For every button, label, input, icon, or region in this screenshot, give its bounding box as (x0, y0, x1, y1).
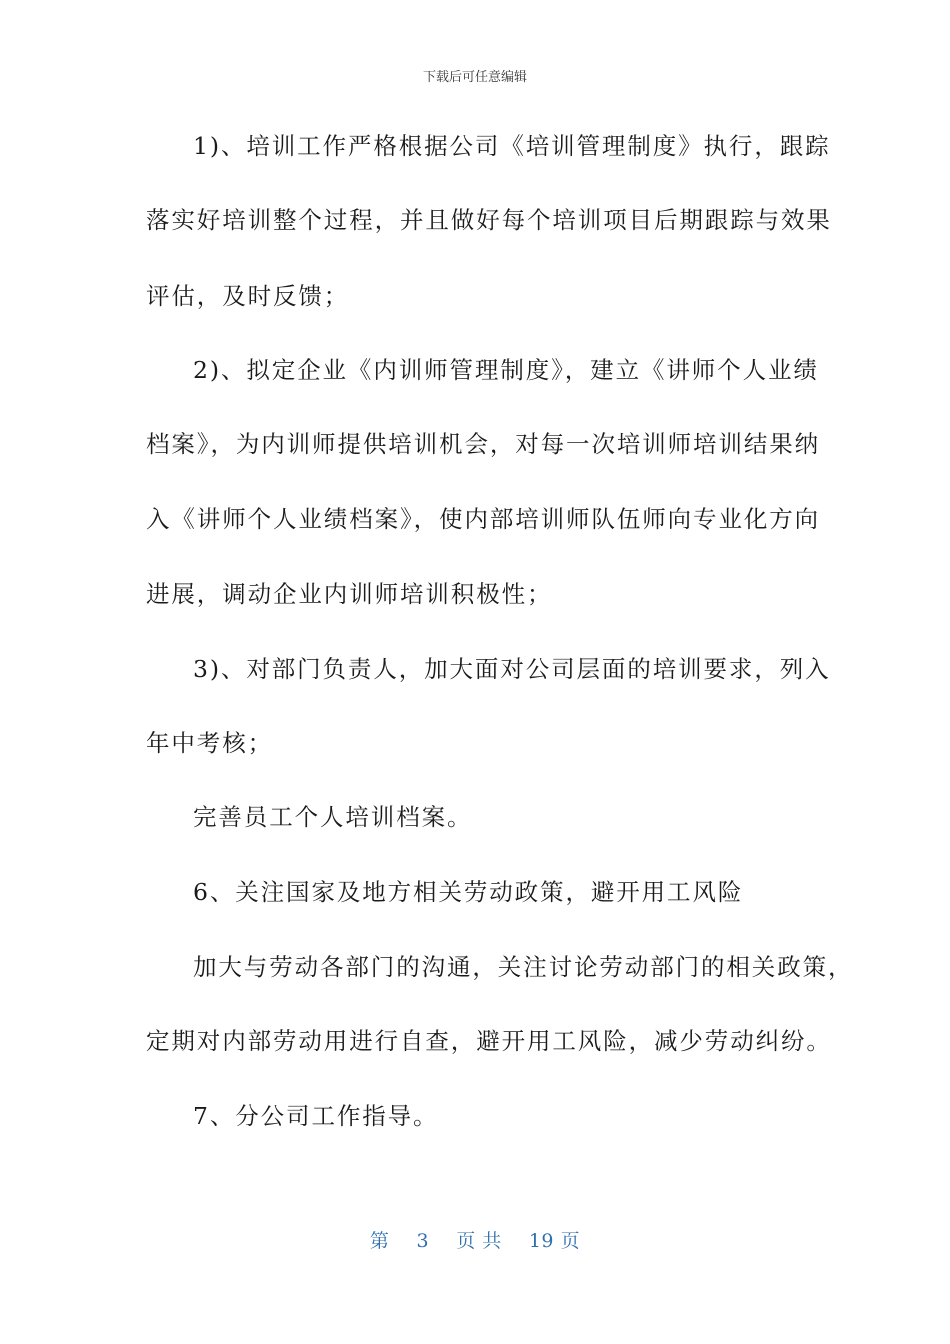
paragraph-line: 入《讲师个人业绩档案》，使内部培训师队伍师向专业化方向 (146, 505, 821, 533)
paragraph-line: 落实好培训整个过程，并且做好每个培训项目后期跟踪与效果 (146, 206, 832, 234)
paragraph-line: 2)、拟定企业《内训师管理制度》，建立《讲师个人业绩 (193, 356, 819, 384)
paragraph-line: 档案》，为内训师提供培训机会，对每一次培训师培训结果纳 (146, 430, 821, 458)
paragraph-line: 进展，调动企业内训师培训积极性； (146, 580, 553, 608)
current-page-number: 3 (416, 1230, 430, 1252)
paragraph-line: 1)、培训工作严格根据公司《培训管理制度》执行，跟踪 (193, 132, 831, 160)
footer-middle: 页 共 (456, 1230, 502, 1252)
footer-suffix: 页 (560, 1230, 581, 1252)
section-heading: 6、关注国家及地方相关劳动政策，避开用工风险 (193, 878, 744, 906)
header-note: 下载后可任意编辑 (422, 70, 527, 85)
paragraph-line: 年中考核； (146, 729, 273, 757)
footer-prefix: 第 (369, 1230, 390, 1252)
paragraph-line: 评估，及时反馈； (146, 282, 350, 310)
page-footer (0, 1226, 950, 1253)
section-heading: 7、分公司工作指导。 (193, 1102, 439, 1130)
total-pages-number: 19 (528, 1230, 555, 1252)
paragraph-line: 加大与劳动各部门的沟通，关注讨论劳动部门的相关政策， (193, 953, 854, 981)
paragraph-line: 完善员工个人培训档案。 (193, 803, 473, 831)
paragraph-line: 定期对内部劳动用进行自查，避开用工风险，减少劳动纠纷。 (146, 1027, 832, 1055)
paragraph-line: 3)、对部门负责人，加大面对公司层面的培训要求，列入 (193, 655, 831, 683)
